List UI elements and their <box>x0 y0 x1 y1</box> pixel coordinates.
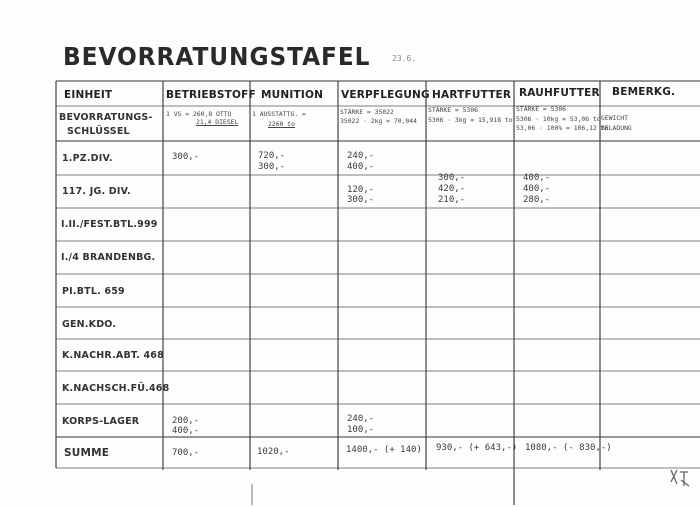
column-header-hartfutter: HARTFUTTER <box>432 89 512 101</box>
cell-jgdiv-hartfutter-2: 420,- <box>438 184 466 194</box>
cell-summe-betriebstoff: 700,- <box>172 448 200 458</box>
cell-summe-munition: 1020,- <box>257 447 290 457</box>
cell-pzdiv-verpflegung-1: 240,- <box>347 151 375 161</box>
key-rauhfutter-line3: 53,06 · 100% = 106,12 to <box>516 124 609 132</box>
column-header-verpflegung: VERPFLEGUNG <box>341 89 430 101</box>
cell-jgdiv-rauhfutter-2: 400,- <box>523 184 551 194</box>
cell-jgdiv-hartfutter-3: 210,- <box>438 195 466 205</box>
row-label-k-nachsch-fue-468: K.NACHSCH.FÜ.468 <box>62 383 170 394</box>
row-label-k-nachr-abt-468: K.NACHR.ABT. 468 <box>62 350 164 361</box>
title-note: 23.6. <box>392 54 417 63</box>
key-verpflegung-line2: 35022 · 2kg = 70,044 <box>340 117 417 125</box>
row-label-117-jg-div: 117. JG. DIV. <box>62 186 131 197</box>
handwritten-initials-mark <box>668 466 692 488</box>
key-munition-line2: 2260 to <box>268 120 295 128</box>
row-label-1-pz-div: 1.PZ.DIV. <box>62 153 113 164</box>
cell-korps-betriebstoff-2: 400,- <box>172 426 200 436</box>
column-header-bemerkg: BEMERKG. <box>612 86 676 98</box>
key-verpflegung-line1: STÄRKE = 35022 <box>340 108 394 116</box>
column-header-einheit: EINHEIT <box>64 89 113 101</box>
row-label-fest-btl-999: I.II./FEST.BTL.999 <box>61 219 158 230</box>
column-header-munition: MUNITION <box>261 89 324 101</box>
key-bemerkg-line1: GEWICHT <box>601 114 628 122</box>
cell-pzdiv-munition-1: 720,- <box>258 151 286 161</box>
cell-jgdiv-rauhfutter-1: 400,- <box>523 173 551 183</box>
cell-jgdiv-hartfutter-1: 300,- <box>438 173 466 183</box>
row-label-brandenbg: I./4 BRANDENBG. <box>61 252 156 263</box>
cell-korps-verpflegung-2: 100,- <box>347 425 375 435</box>
key-bemerkg-line2: BELADUNG <box>601 124 632 132</box>
column-header-rauhfutter: RAUHFUTTER <box>519 87 600 99</box>
key-row-label-line2: SCHLÜSSEL <box>67 126 130 137</box>
page-title: BEVORRATUNGSTAFEL <box>63 42 371 71</box>
key-betriebstoff-line1: 1 VS = 260,8 OTTO <box>166 110 232 118</box>
row-label-pi-btl-659: PI.BTL. 659 <box>62 286 125 297</box>
cell-pzdiv-verpflegung-2: 400,- <box>347 162 375 172</box>
key-munition-line1: 1 AUSSTATTG. = <box>252 110 306 118</box>
row-label-summe: SUMME <box>64 447 110 459</box>
key-hartfutter-line1: STÄRKE = 5306 <box>428 106 479 114</box>
cell-jgdiv-verpflegung-1: 120,- <box>347 185 375 195</box>
column-header-betriebstoff: BETRIEBSTOFF <box>166 89 256 101</box>
row-label-korps-lager: KORPS-LAGER <box>62 416 140 427</box>
row-label-gen-kdo: GEN.KDO. <box>62 319 117 330</box>
cell-summe-hartfutter: 930,- (+ 643,-) <box>436 443 518 453</box>
key-rauhfutter-line2: 5306 · 10kg = 53,06 to <box>516 115 601 123</box>
cell-pzdiv-betriebstoff: 300,- <box>172 152 200 162</box>
cell-korps-betriebstoff-1: 200,- <box>172 416 200 426</box>
cell-summe-verpflegung: 1400,- (+ 140) <box>346 445 422 455</box>
key-betriebstoff-line2: 21,4 DIESEL <box>196 118 239 126</box>
cell-pzdiv-munition-2: 300,- <box>258 162 286 172</box>
key-row-label-line1: BEVORRATUNGS- <box>59 112 153 123</box>
cell-summe-rauhfutter: 1080,- (- 830,-) <box>525 443 612 453</box>
cell-jgdiv-verpflegung-2: 300,- <box>347 195 375 205</box>
key-hartfutter-line2: 5306 · 3kg = 15,918 to <box>428 116 513 124</box>
key-rauhfutter-line1: STÄRKE = 5306 <box>516 105 567 113</box>
cell-jgdiv-rauhfutter-3: 280,- <box>523 195 551 205</box>
cell-korps-verpflegung-1: 240,- <box>347 414 375 424</box>
